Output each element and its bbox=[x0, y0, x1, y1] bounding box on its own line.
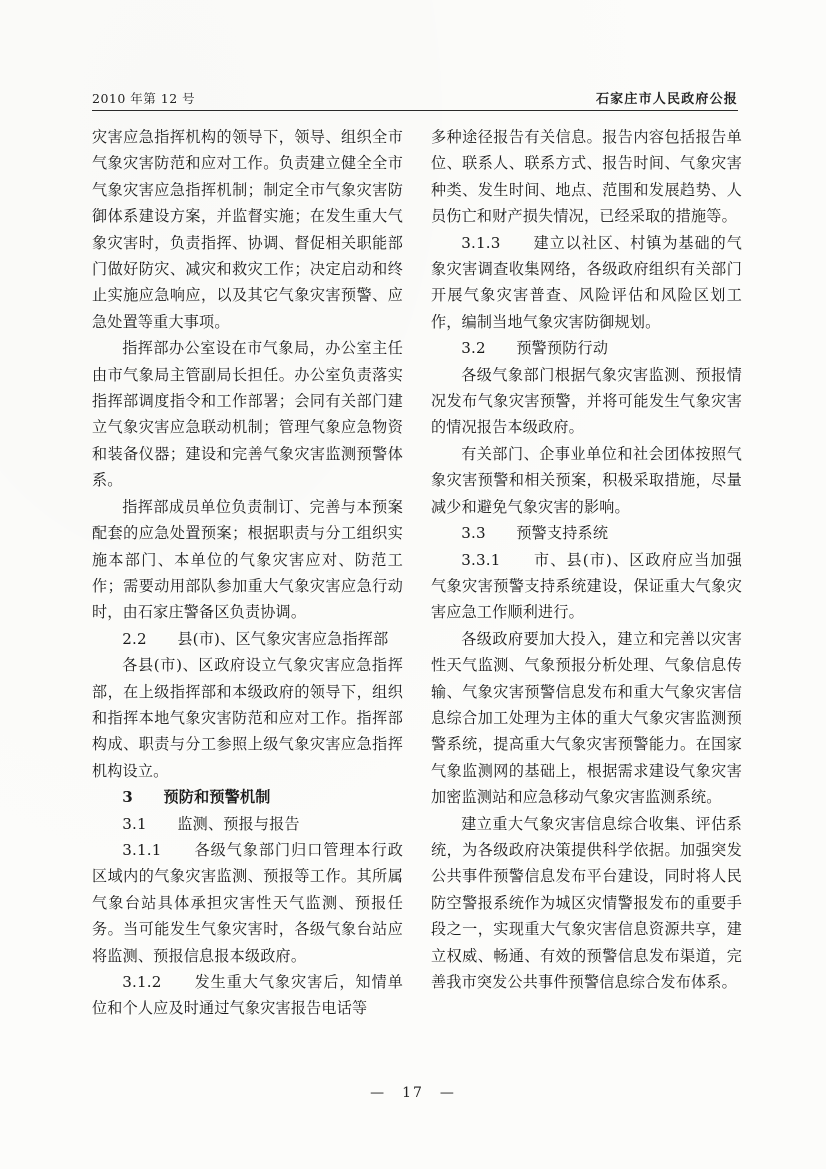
header-divider bbox=[92, 110, 738, 111]
paragraph: 各级气象部门根据气象灾害监测、预报情况发布气象灾害预警，并将可能发生气象灾害的情况报告本级政府。 bbox=[431, 365, 742, 437]
section-heading-2-2: 2.2 县(市)、区气象灾害应急指挥部 bbox=[122, 629, 389, 648]
right-column bbox=[431, 124, 742, 1022]
section-heading-3-1: 3.1 监测、预报与报告 bbox=[122, 814, 300, 833]
paragraph: 各级政府要加大投入，建立和完善以灾害性天气监测、气象预报分析处理、气象信息传输、气象灾害预警信息发布和重大气象灾害信息综合加工处理为主体的重大气象灾害监测预警系统，提高重大气象灾害预警能力。在国家气象监测网的基础上，根据需求建设气象灾害加密监测站和应急移动气象灾害监测系统。 bbox=[431, 629, 742, 807]
page-footer bbox=[0, 1082, 826, 1102]
paragraph: 有关部门、企事业单位和社会团体按照气象灾害预警和相关预案，积极采取措施，尽量减少和避免气象灾害的影响。 bbox=[431, 444, 742, 516]
paragraph: 3.1.2 发生重大气象灾害后，知情单位和个人应及时通过气象灾害报告电话等 bbox=[92, 973, 403, 1018]
left-column bbox=[92, 124, 403, 1022]
paragraph: 指挥部成员单位负责制订、完善与本预案配套的应急处置预案；根据职责与分工组织实施本部门、本单位的气象灾害应对、防范工作；需要动用部队参加重大气象灾害应急行动时，由石家庄警备区负责协调。 bbox=[92, 497, 403, 622]
paragraph: 灾害应急指挥机构的领导下，领导、组织全市气象灾害防范和应对工作。负责建立健全全市气象灾害应急指挥机制；制定全市气象灾害防御体系建设方案，并监督实施；在发生重大气象灾害时，负责指挥、协调、督促相关职能部门做好防灾、减灾和救灾工作；决定启动和终止实施应急响应，以及其它气象灾害预警、应急处置等重大事项。 bbox=[92, 128, 403, 331]
page-header bbox=[92, 88, 738, 107]
section-heading-3-2: 3.2 预警预防行动 bbox=[461, 339, 609, 358]
paragraph: 3.1.1 各级气象部门归口管理本行政区域内的气象灾害监测、预报等工作。其所属气象台站具体承担灾害性天气监测、预报任务。当可能发生气象灾害时，各级气象台站应将监测、预报信息报本级政府。 bbox=[92, 840, 403, 965]
section-heading-3: 3 预防和预警机制 bbox=[122, 788, 271, 807]
two-column-body bbox=[92, 124, 742, 1022]
header-publication-title: 石家庄市人民政府公报 bbox=[595, 92, 738, 107]
paragraph: 指挥部办公室设在市气象局，办公室主任由市气象局主管副局长担任。办公室负责落实指挥部调度指令和工作部署；会同有关部门建立气象灾害应急联动机制；管理气象应急物资和装备仪器；建设和完善气象灾害监测预警体系。 bbox=[92, 339, 403, 490]
header-issue-label: 2010 年第 12 号 bbox=[92, 91, 196, 106]
section-heading-3-3: 3.3 预警支持系统 bbox=[461, 524, 609, 543]
paragraph: 多种途径报告有关信息。报告内容包括报告单位、联系人、联系方式、报告时间、气象灾害种类、发生时间、地点、范围和发展趋势、人员伤亡和财产损失情况，已经采取的措施等。 bbox=[431, 128, 742, 226]
paragraph: 建立重大气象灾害信息综合收集、评估系统，为各级政府决策提供科学依据。加强突发公共事件预警信息发布平台建设，同时将人民防空警报系统作为城区灾情警报发布的重要手段之一，实现重大气象灾害信息资源共享，建立权威、畅通、有效的预警信息发布渠道，完善我市突发公共事件预警信息综合发布体系。 bbox=[431, 814, 742, 991]
paragraph: 3.1.3 建立以社区、村镇为基础的气象灾害调查收集网络，各级政府组织有关部门开展气象灾害普查、风险评估和风险区划工作，编制当地气象灾害防御规划。 bbox=[431, 233, 742, 331]
paragraph: 各县(市)、区政府设立气象灾害应急指挥部，在上级指挥部和本级政府的领导下，组织和指挥本地气象灾害防范和应对工作。指挥部构成、职责与分工参照上级气象灾害应急指挥机构设立。 bbox=[92, 656, 403, 780]
paragraph: 3.3.1 市、县(市)、区政府应当加强气象灾害预警支持系统建设，保证重大气象灾害应急工作顺利进行。 bbox=[431, 550, 742, 622]
page-number: — 17 — bbox=[370, 1085, 456, 1101]
